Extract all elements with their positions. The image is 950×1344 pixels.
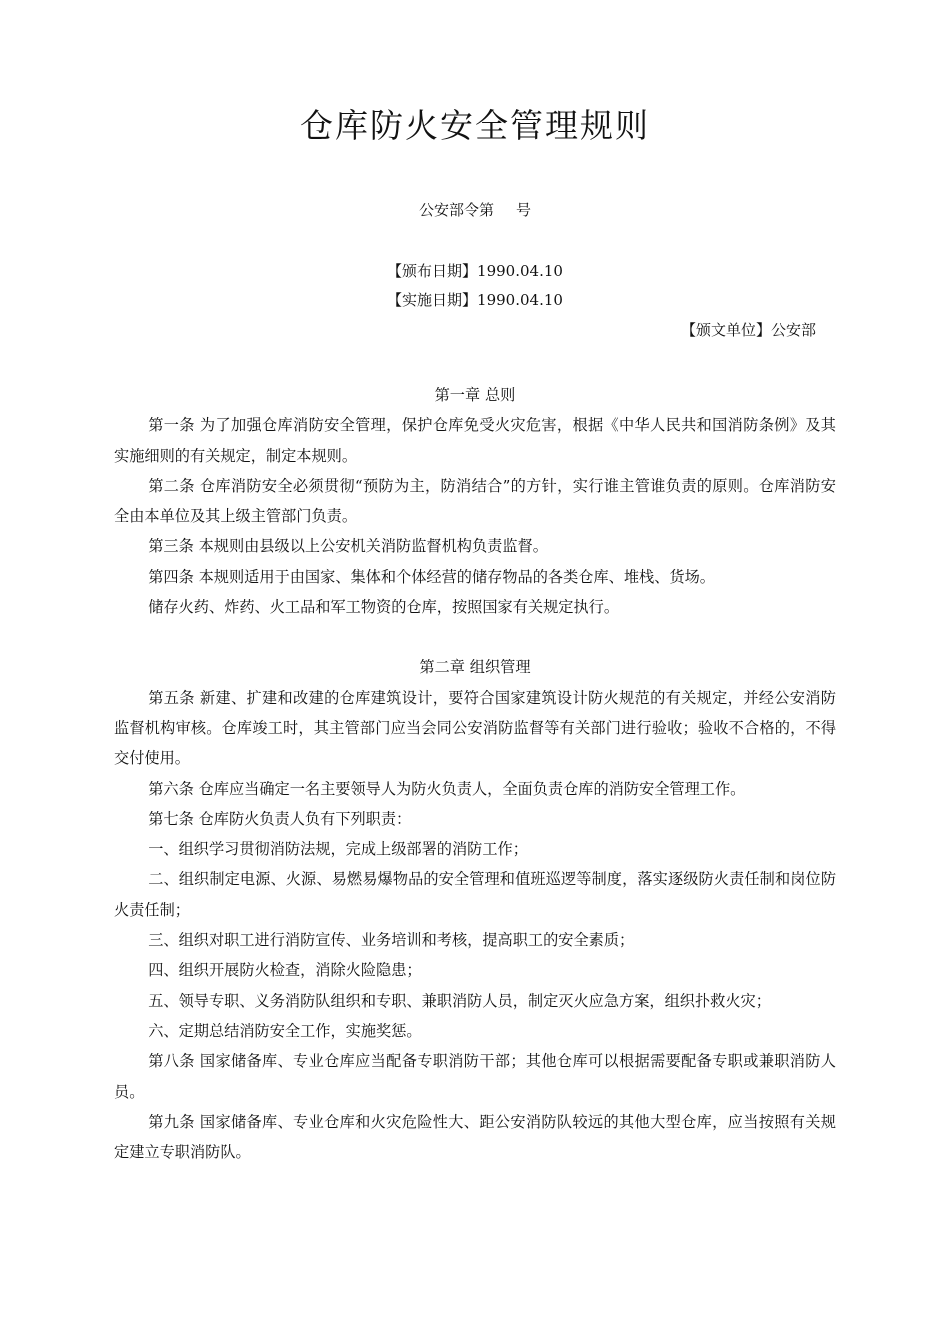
article-paragraph: 第二条 仓库消防安全必须贯彻“预防为主，防消结合”的方针，实行谁主管谁负责的原则。仓库消防安全由本单位及其上级主管部门负责。: [114, 476, 836, 526]
article-paragraph: 第九条 国家储备库、专业仓库和火灾危险性大、距公安消防队较远的其他大型仓库，应当按照有关规定建立专职消防队。: [114, 1112, 836, 1162]
list-item: 五、领导专职、义务消防队组织和专职、兼职消防人员，制定灭火应急方案，组织扑救火灾；: [148, 991, 771, 1010]
list-item: 一、组织学习贯彻消防法规，完成上级部署的消防工作；: [148, 840, 528, 859]
list-item: 四、组织开展防火检查，消除火险隐患；: [148, 961, 422, 980]
decree-text-before: 公安部令第: [418, 201, 494, 219]
list-item: 六、定期总结消防安全工作，实施奖惩。: [148, 1021, 422, 1040]
article-paragraph: 第一条 为了加强仓库消防安全管理，保护仓库免受火灾危害，根据《中华人民共和国消防条例》及其实施细则的有关规定，制定本规则。: [114, 416, 836, 465]
article-paragraph: 第七条 仓库防火负责人负有下列职责：: [148, 809, 412, 828]
chapter-heading: 第二章 组织管理: [419, 658, 531, 677]
section-spacer: [114, 622, 836, 652]
article-paragraph: 第三条 本规则由县级以上公安机关消防监督机构负责监督。: [148, 537, 548, 556]
effective-date: 【实施日期】1990.04.10: [387, 291, 563, 309]
decree-number: [0, 200, 950, 220]
list-item: 二、组织制定电源、火源、易燃易爆物品的安全管理和值班巡逻等制度，落实逐级防火责任制和岗位防火责任制；: [114, 870, 836, 919]
article-paragraph: 第八条 国家储备库、专业仓库应当配备专职消防干部；其他仓库可以根据需要配备专职或兼职消防人员。: [114, 1052, 836, 1101]
list-item: 三、组织对职工进行消防宣传、业务培训和考核，提高职工的安全素质；: [148, 931, 635, 950]
article-paragraph: 第五条 新建、扩建和改建的仓库建筑设计，要符合国家建筑设计防火规范的有关规定，并经公安消防监督机构审核。仓库竣工时，其主管部门应当会同公安消防监督等有关部门进行验收；验收不合格的，不得交付使用。: [114, 688, 836, 768]
article-paragraph: 第四条 本规则适用于由国家、集体和个体经营的储存物品的各类仓库、堆栈、货场。: [148, 567, 715, 586]
document-title: 仓库防火安全管理规则: [300, 106, 650, 145]
issuing-authority: 【颁文单位】公安部: [680, 321, 816, 339]
article-paragraph: 储存火药、炸药、火工品和军工物资的仓库，按照国家有关规定执行。: [148, 598, 619, 617]
decree-text-after: 号: [516, 201, 532, 219]
document-body: [114, 380, 836, 1167]
issue-date: 【颁布日期】1990.04.10: [387, 262, 563, 280]
chapter-heading: 第一章 总则: [434, 386, 516, 404]
article-paragraph: 第六条 仓库应当确定一名主要领导人为防火负责人，全面负责仓库的消防安全管理工作。: [148, 779, 746, 798]
